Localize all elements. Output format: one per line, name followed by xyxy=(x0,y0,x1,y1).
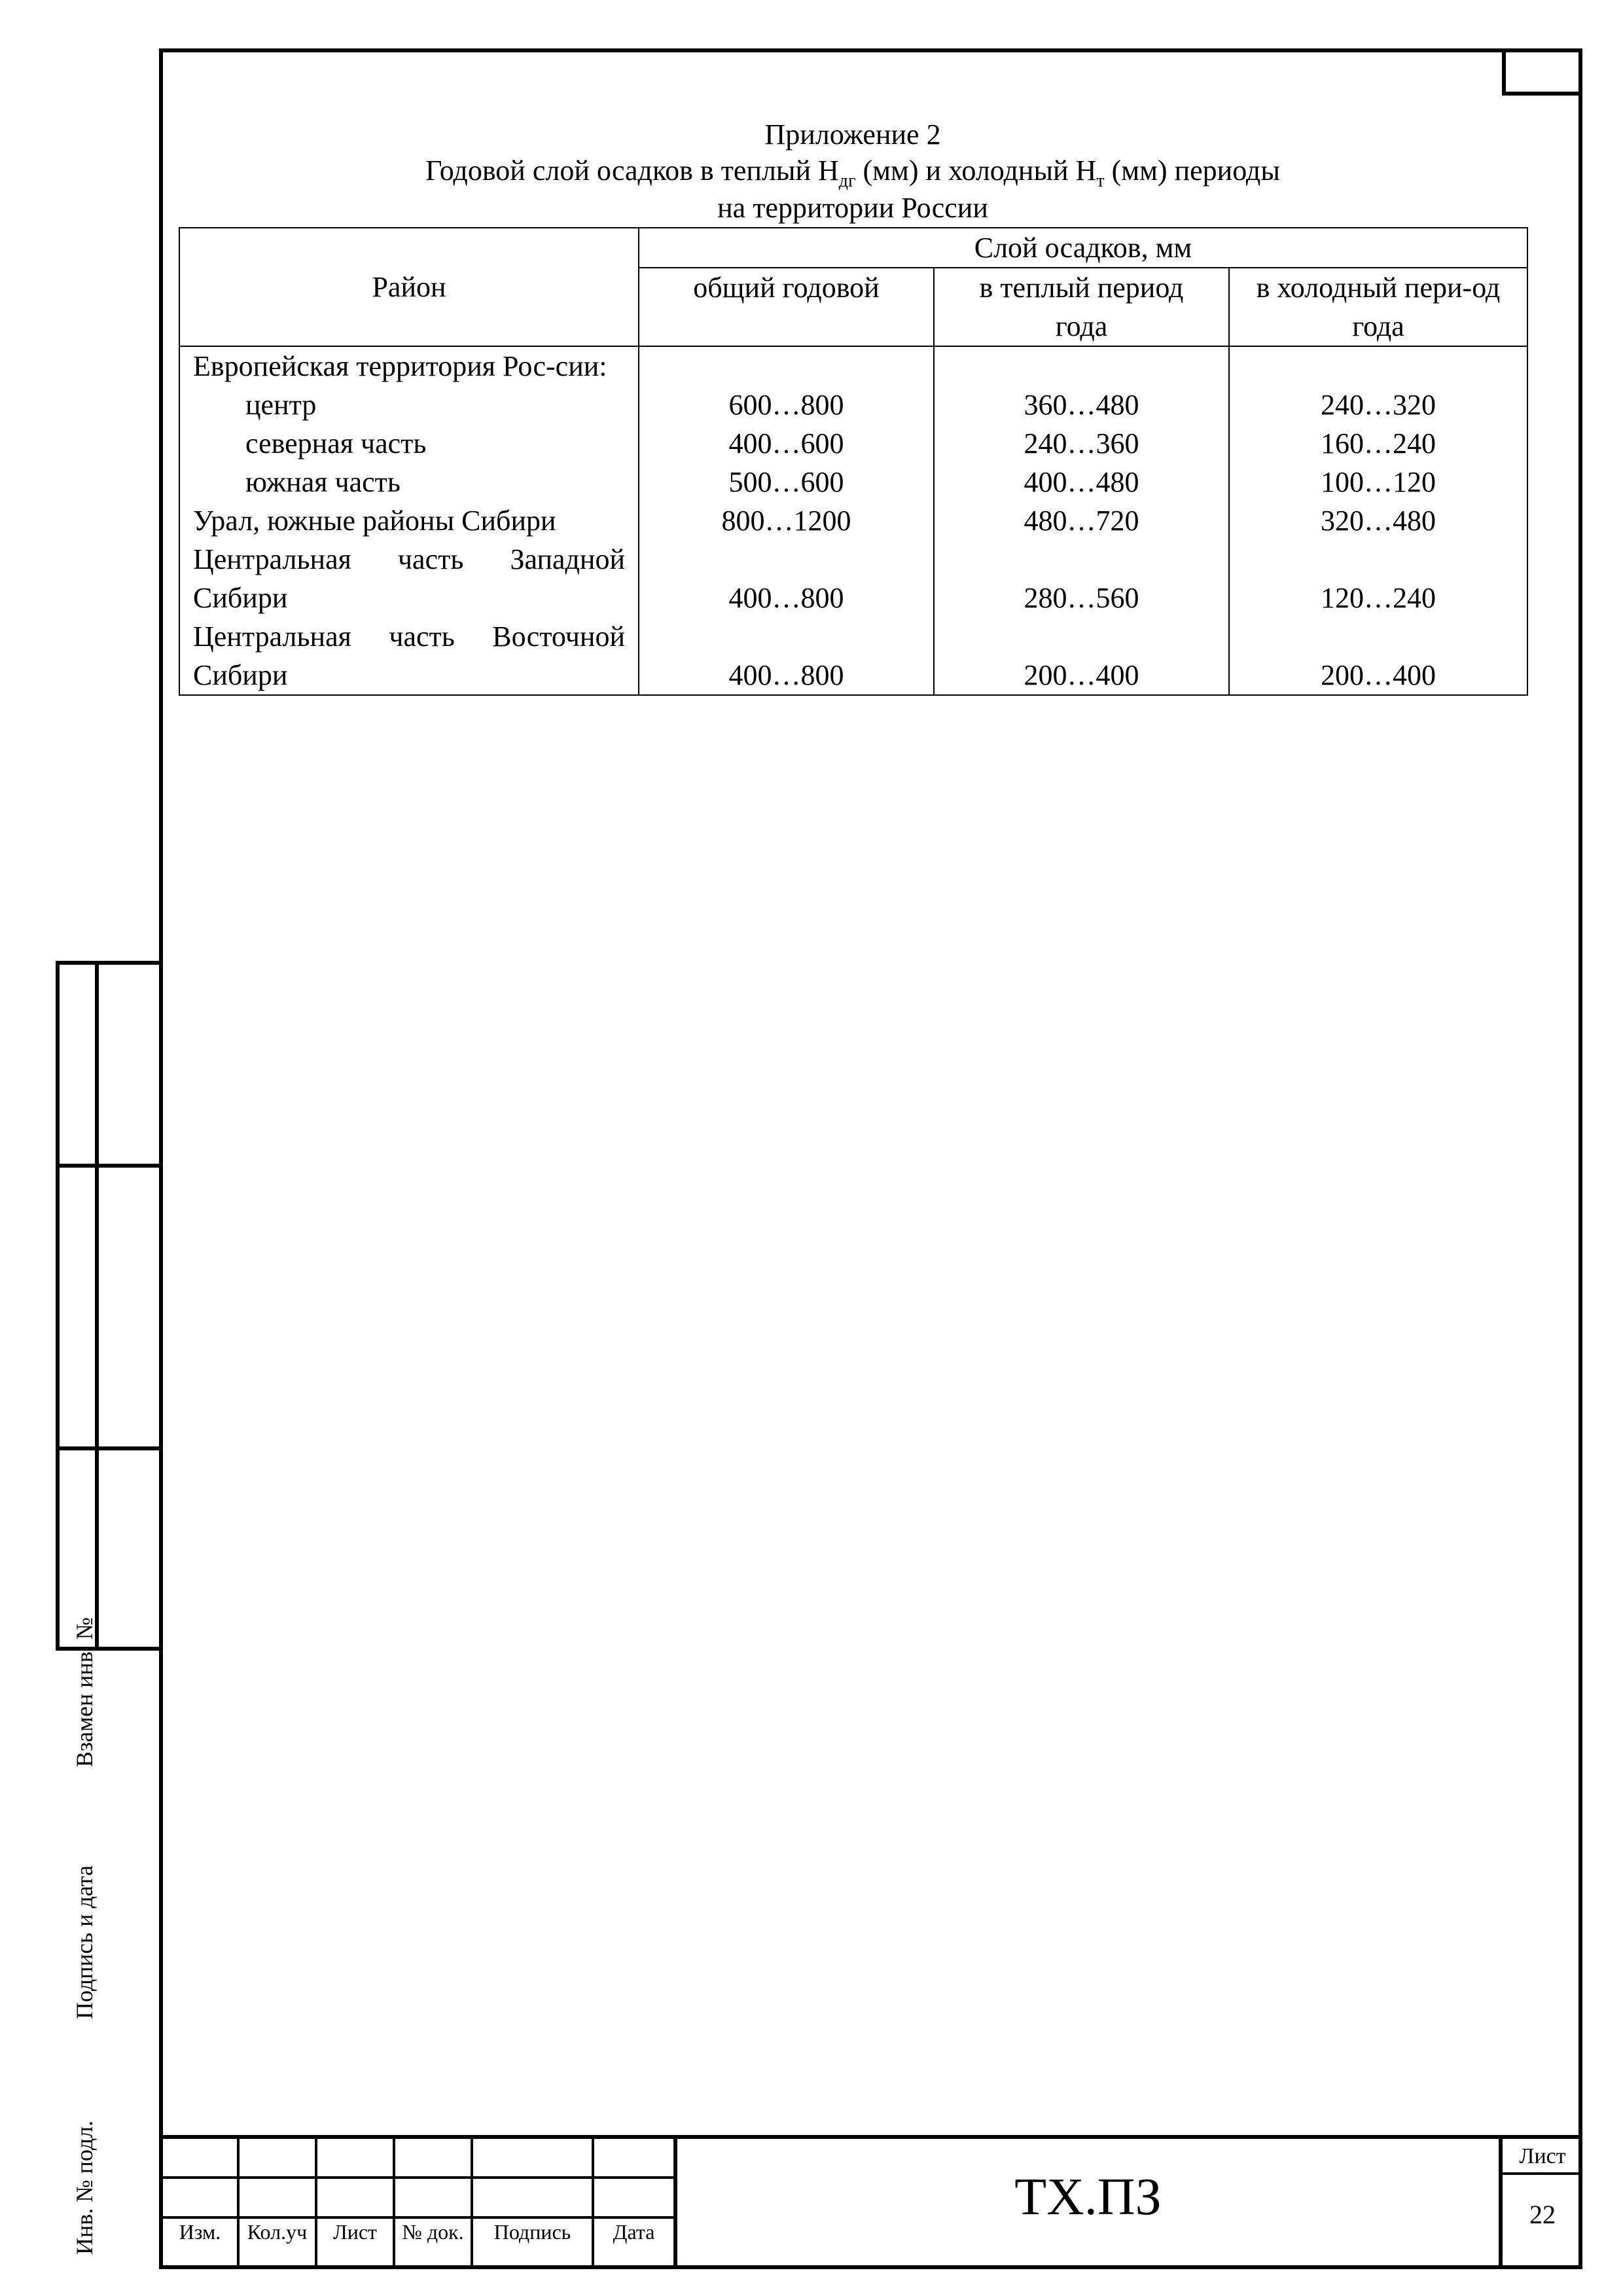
table-body xyxy=(179,346,1527,695)
tb-label-kol-uch: Кол.уч xyxy=(247,2220,308,2244)
appendix-label: Приложение 2 xyxy=(764,118,941,151)
region-name: северная часть xyxy=(245,427,427,459)
region-cell xyxy=(179,386,639,424)
region-name: Центральная часть Восточной Сибири xyxy=(193,620,625,691)
tb-label-izm: Изм. xyxy=(179,2220,221,2244)
value-total: 500…600 xyxy=(639,463,934,501)
value-total: 400…800 xyxy=(639,617,934,695)
title-block-top xyxy=(159,2135,1582,2139)
value-total: 400…800 xyxy=(639,540,934,617)
tb-col2 xyxy=(315,2135,317,2269)
value-total: 400…600 xyxy=(639,424,934,463)
corner-box xyxy=(1502,48,1582,96)
side-replace-inv: Взамен инв. № xyxy=(71,1617,98,1767)
side-stamp xyxy=(56,961,160,1651)
region-cell xyxy=(179,617,639,695)
appendix-title-c: (мм) периоды xyxy=(1104,154,1280,187)
tb-label-date: Дата xyxy=(613,2220,655,2244)
header-warm-period: в теплый период года xyxy=(934,268,1229,346)
table-row xyxy=(179,346,1527,386)
value-warm: 360…480 xyxy=(934,386,1229,424)
value-warm: 400…480 xyxy=(934,463,1229,501)
sheet-label: Лист xyxy=(1519,2144,1566,2168)
side-inv-orig: Инв. № подл. xyxy=(71,2120,98,2255)
tb-label-signature: Подпись xyxy=(493,2220,571,2244)
value-cold: 160…240 xyxy=(1229,424,1527,463)
header-region: Район xyxy=(179,228,639,346)
table-row xyxy=(179,463,1527,501)
header-total-annual: общий годовой xyxy=(639,268,934,346)
region-name: центр xyxy=(245,389,317,421)
region-name: Европейская территория Рос-сии: xyxy=(193,350,607,382)
region-name: Урал, южные районы Сибири xyxy=(193,505,556,537)
region-cell xyxy=(179,346,639,386)
side-stamp-divider xyxy=(95,961,99,1651)
value-cold: 120…240 xyxy=(1229,540,1527,617)
table-row xyxy=(179,540,1527,617)
side-stamp-line2 xyxy=(56,1446,160,1450)
region-cell xyxy=(179,501,639,540)
value-warm xyxy=(934,346,1229,386)
side-sign-date: Подпись и дата xyxy=(71,1865,98,2019)
tb-col5 xyxy=(592,2135,594,2269)
table-row xyxy=(179,617,1527,695)
value-warm: 480…720 xyxy=(934,501,1229,540)
header-cold-period: в холодный пери-од года xyxy=(1229,268,1527,346)
value-warm: 280…560 xyxy=(934,540,1229,617)
tb-label-doc-no: № док. xyxy=(402,2220,464,2244)
title-block-sheet-row xyxy=(1501,2172,1582,2175)
value-total: 600…800 xyxy=(639,386,934,424)
sheet-number: 22 xyxy=(1529,2200,1556,2229)
document-code: ТХ.ПЗ xyxy=(1014,2168,1162,2226)
precipitation-table xyxy=(179,227,1528,696)
region-name: южная часть xyxy=(245,466,401,498)
region-cell xyxy=(179,463,639,501)
value-cold: 320…480 xyxy=(1229,501,1527,540)
region-name: Центральная часть Западной Сибири xyxy=(193,543,625,614)
appendix-title-line2: на территории России xyxy=(717,192,988,224)
value-warm: 240…360 xyxy=(934,424,1229,463)
table-row xyxy=(179,386,1527,424)
appendix-title-b: (мм) и холодный Н xyxy=(855,154,1097,187)
tb-col4 xyxy=(471,2135,473,2269)
region-cell xyxy=(179,424,639,463)
header-precip-layer: Слой осадков, мм xyxy=(639,228,1527,268)
appendix-title-sub2: т xyxy=(1096,170,1105,191)
value-total xyxy=(639,346,934,386)
value-total: 800…1200 xyxy=(639,501,934,540)
tb-col1 xyxy=(237,2135,240,2269)
value-cold xyxy=(1229,346,1527,386)
appendix-title-a: Годовой слой осадков в теплый Н xyxy=(425,154,839,187)
region-cell xyxy=(179,540,639,617)
appendix-title-sub1: дг xyxy=(838,170,856,191)
tb-col3 xyxy=(393,2135,395,2269)
value-warm: 200…400 xyxy=(934,617,1229,695)
side-stamp-line1 xyxy=(56,1164,160,1168)
table-row xyxy=(179,424,1527,463)
value-cold: 240…320 xyxy=(1229,386,1527,424)
tb-label-list: Лист xyxy=(332,2220,377,2244)
value-cold: 100…120 xyxy=(1229,463,1527,501)
table-row xyxy=(179,501,1527,540)
value-cold: 200…400 xyxy=(1229,617,1527,695)
